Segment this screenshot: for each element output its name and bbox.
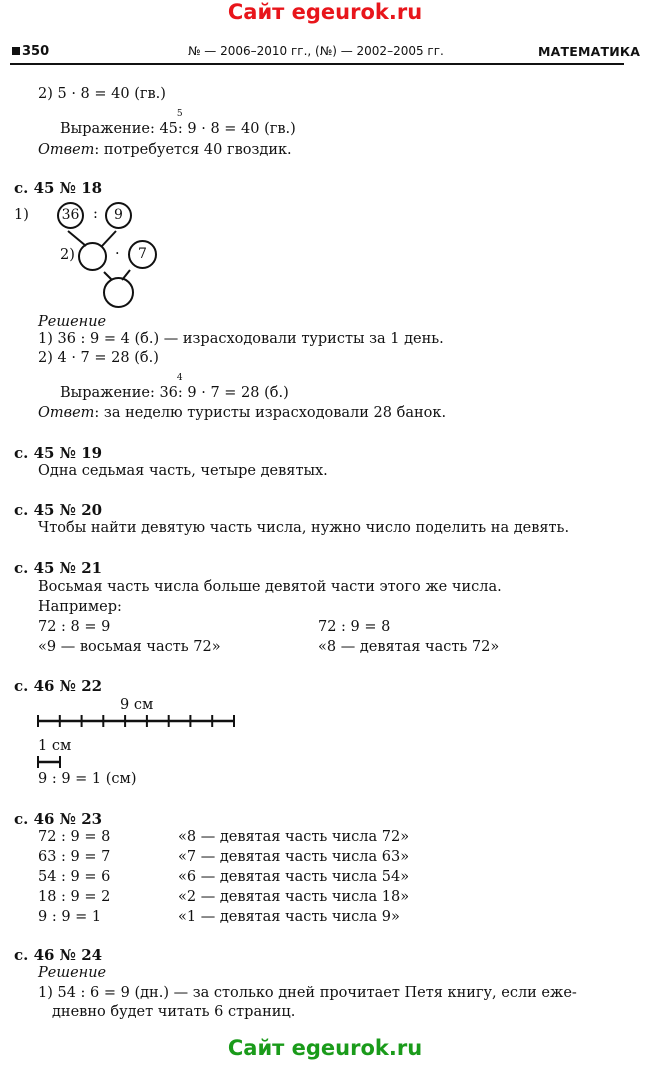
s21-left-note: «9 — восьмая часть 72»	[38, 639, 221, 655]
b1-expression	[60, 109, 296, 137]
s22-unit-segment	[34, 754, 66, 770]
s24-solution-label: Решение	[38, 965, 107, 981]
s23-row3-eq: 54 : 9 = 6	[38, 869, 111, 885]
s18-line2: 2) 4 · 7 = 28 (б.)	[38, 350, 159, 366]
b1-line1: 2) 5 · 8 = 40 (гв.)	[38, 86, 166, 102]
s23-row1-note: «8 — девятая часть числа 72»	[178, 829, 410, 845]
s23-row5-eq: 9 : 9 = 1	[38, 909, 102, 925]
s18-answer	[38, 405, 446, 421]
s21-title: с. 45 № 21	[14, 559, 103, 577]
s18-title: с. 45 № 18	[14, 179, 103, 197]
s18-expression	[60, 373, 289, 401]
b1-expr-sup: 5	[176, 109, 183, 119]
s18-colon: :	[93, 206, 98, 222]
s18-circle-7: 7	[128, 240, 157, 269]
header-years: № — 2006–2010 гг., (№) — 2002–2005 гг.	[188, 44, 444, 58]
s18-answer-label: Ответ	[38, 405, 95, 421]
b1-expr-b: : 9 · 8 = 40 (гв.)	[177, 121, 296, 137]
b1-expr-a: Выражение: 45	[60, 121, 178, 137]
s18-step2: 2)	[60, 247, 75, 263]
s23-row4-eq: 18 : 9 = 2	[38, 889, 111, 905]
s18-circle-empty-1	[78, 242, 107, 271]
s18-circle-36: 36	[57, 202, 84, 229]
s23-row4-note: «2 — девятая часть числа 18»	[178, 889, 410, 905]
s18-circle-9: 9	[105, 202, 132, 229]
s18-dot: ·	[115, 246, 120, 262]
site-banner-bottom: Сайт egeurok.ru	[227, 1036, 423, 1060]
s18-edge-9	[102, 231, 116, 246]
s23-row1-eq: 72 : 9 = 8	[38, 829, 111, 845]
s22-unit-label: 1 см	[38, 738, 72, 754]
s23-row5-note: «1 — девятая часть числа 9»	[178, 909, 400, 925]
s21-example: Например:	[38, 599, 122, 615]
page-number	[12, 44, 49, 59]
s19-text: Одна седьмая часть, четыре девятых.	[38, 463, 328, 479]
s23-row2-eq: 63 : 9 = 7	[38, 849, 111, 865]
square-bullet-icon	[12, 47, 20, 55]
s18-expr-a: Выражение: 36	[60, 385, 178, 401]
s18-expr-sup: 4	[176, 373, 183, 383]
s18-line1: 1) 36 : 9 = 4 (б.) — израсходовали туристы за 1 день.	[38, 331, 444, 347]
s22-eq: 9 : 9 = 1 (см)	[38, 771, 137, 787]
s18-answer-text: : за неделю туристы израсходовали 28 банок.	[94, 405, 447, 421]
s24-line2: дневно будет читать 6 страниц.	[52, 1004, 296, 1020]
s18-solution-label: Решение	[38, 314, 107, 330]
s23-title: с. 46 № 23	[14, 810, 103, 828]
s18-expr-b: : 9 · 7 = 28 (б.)	[177, 385, 289, 401]
s22-title: с. 46 № 22	[14, 677, 103, 695]
b1-answer-text: : потребуется 40 гвоздик.	[94, 142, 292, 158]
s18-step1: 1)	[14, 207, 29, 223]
s23-row2-note: «7 — девятая часть числа 63»	[178, 849, 410, 865]
s19-title: с. 45 № 19	[14, 444, 103, 462]
s22-ruler	[34, 712, 240, 730]
s21-text: Восьмая часть числа больше девятой части этого же числа.	[38, 579, 502, 595]
header-rule	[10, 63, 624, 65]
s20-text: Чтобы найти девятую часть числа, нужно число поделить на девять.	[38, 520, 570, 536]
s23-row3-note: «6 — девятая часть числа 54»	[178, 869, 410, 885]
b1-answer-label: Ответ	[38, 142, 95, 158]
s20-title: с. 45 № 20	[14, 501, 103, 519]
s22-ruler-label: 9 см	[120, 697, 154, 713]
s24-title: с. 46 № 24	[14, 946, 103, 964]
s18-circle-result	[103, 277, 134, 308]
page-number-text: 350	[22, 44, 50, 59]
s24-line1: 1) 54 : 6 = 9 (дн.) — за столько дней прочитает Петя книгу, если еже-	[38, 985, 577, 1001]
b1-answer	[38, 142, 292, 158]
s21-right-eq: 72 : 9 = 8	[318, 619, 391, 635]
s21-left-eq: 72 : 8 = 9	[38, 619, 111, 635]
header-subject: МАТЕМАТИКА	[538, 44, 641, 59]
s21-right-note: «8 — девятая часть 72»	[318, 639, 500, 655]
site-banner-top: Сайт egeurok.ru	[227, 0, 423, 24]
